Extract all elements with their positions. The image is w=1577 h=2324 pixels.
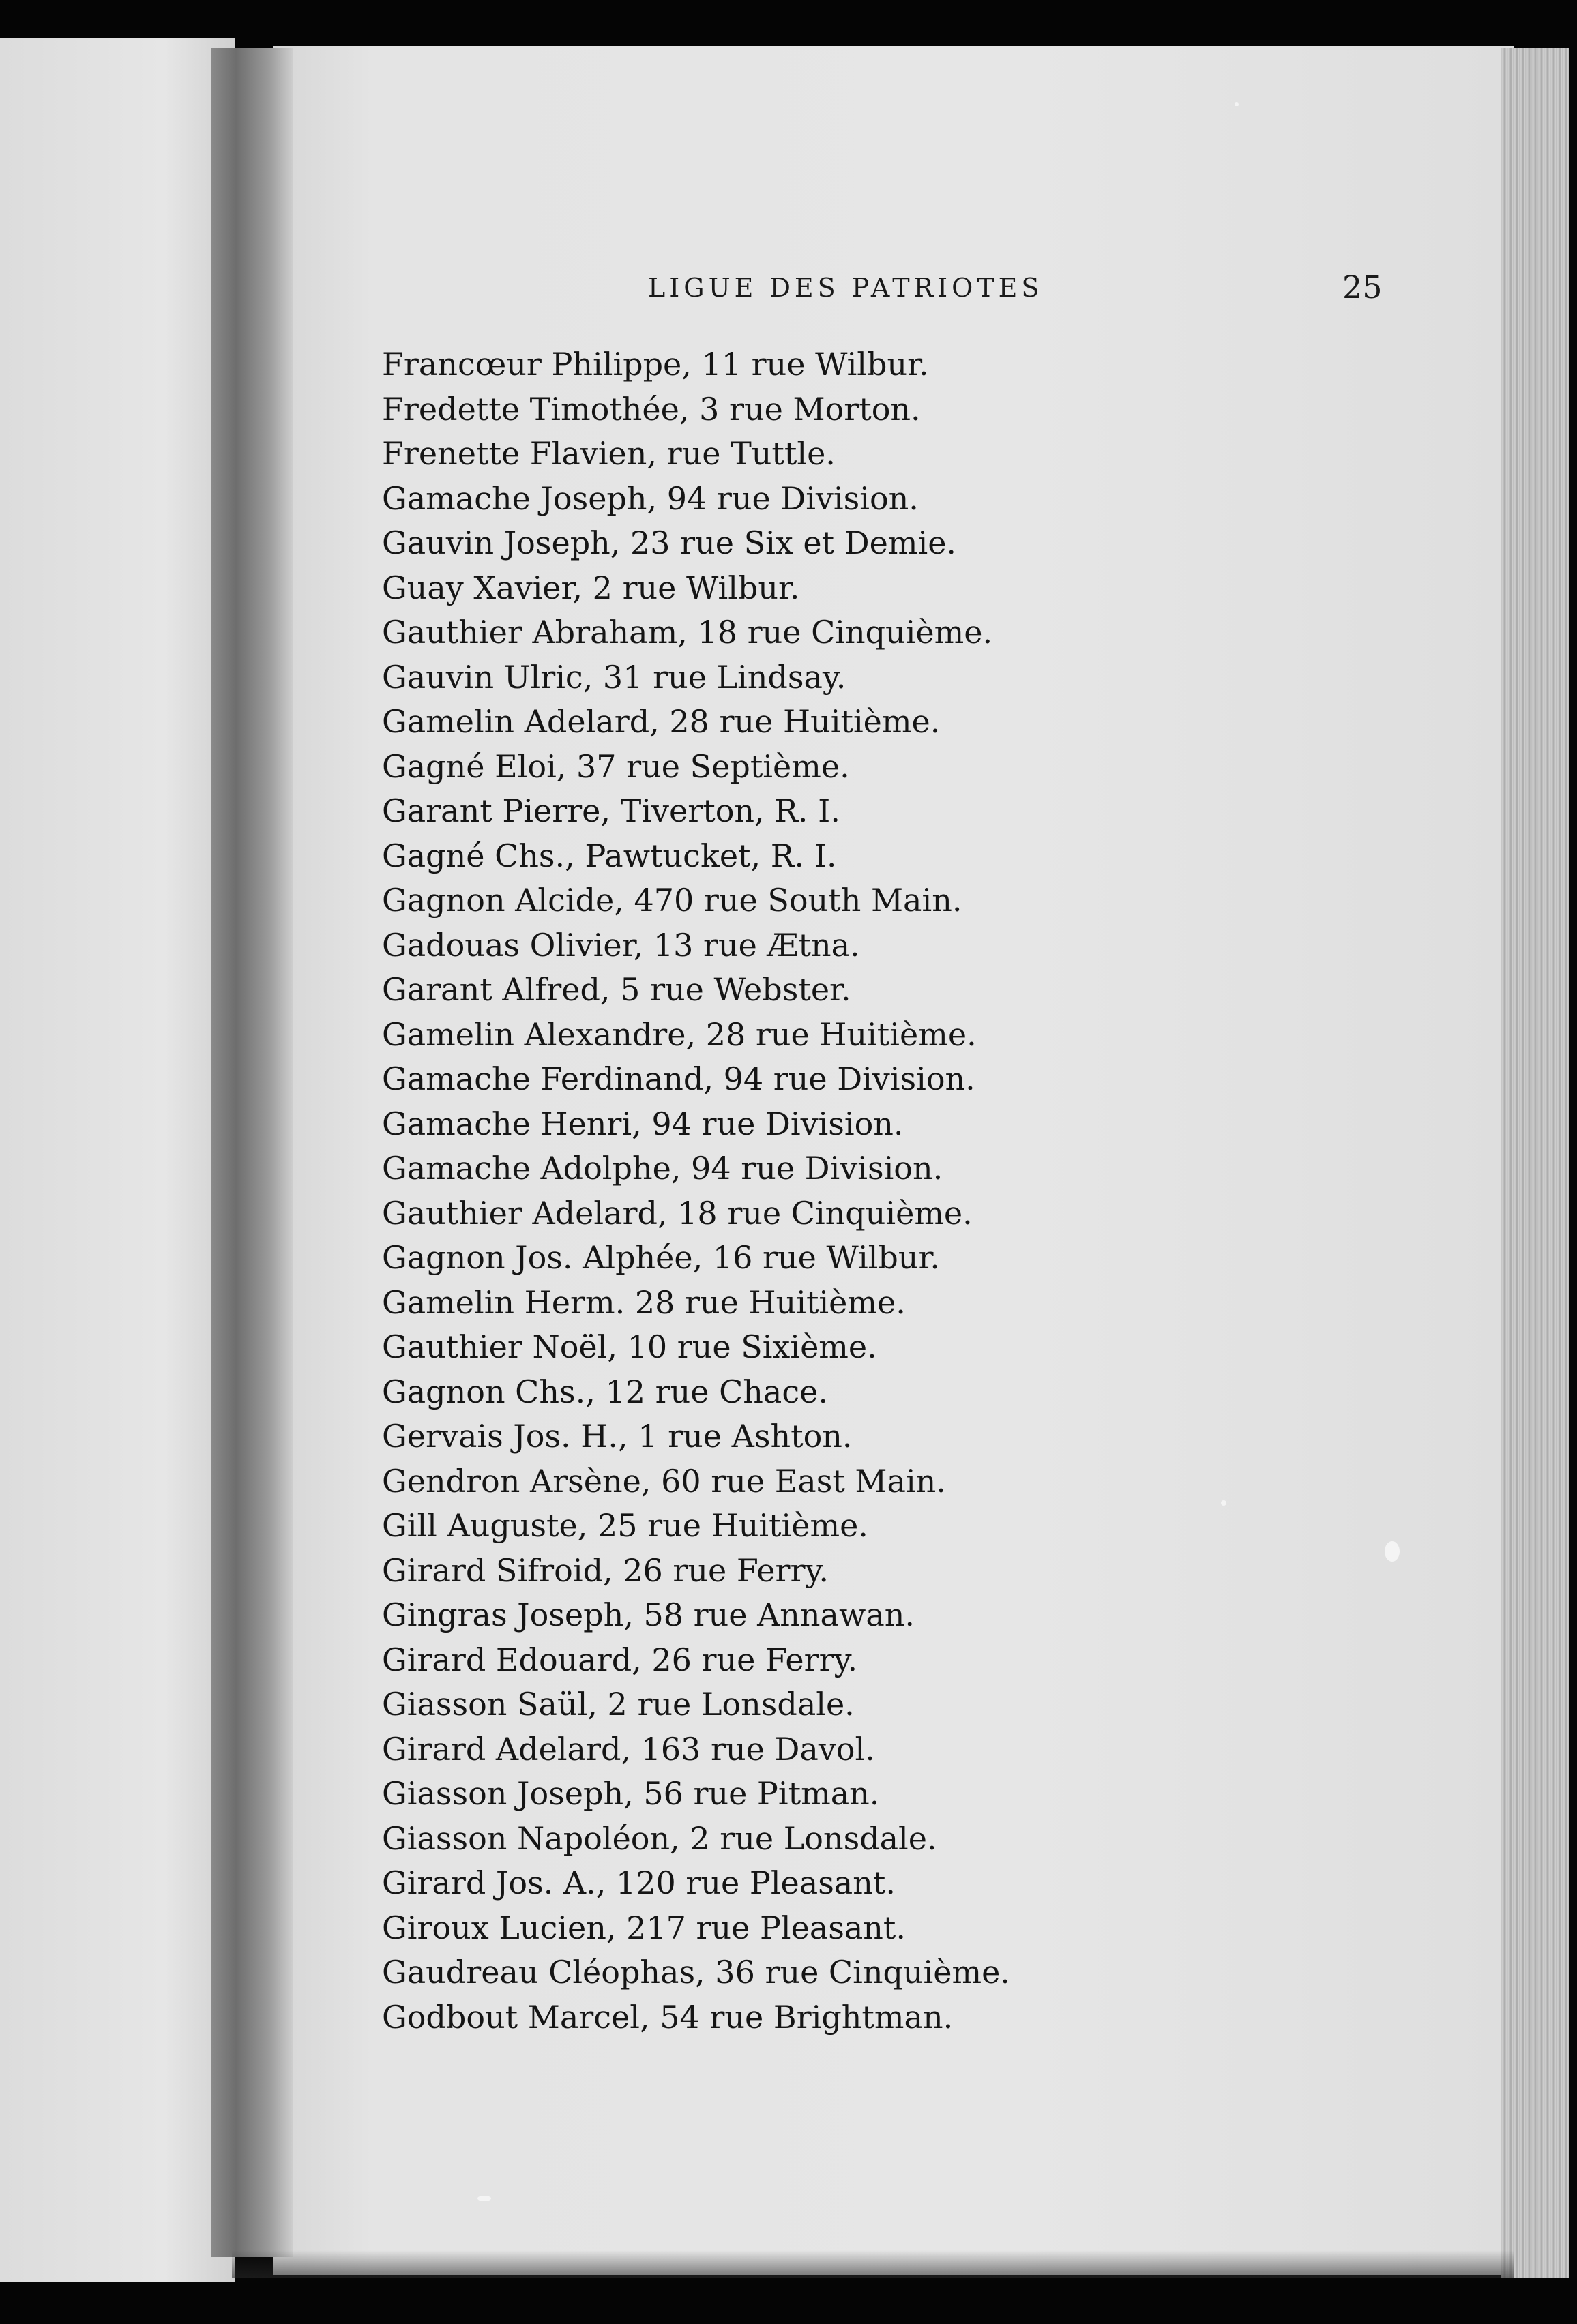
list-item: Gagnon Jos. Alphée, 16 rue Wilbur. xyxy=(382,1239,941,1276)
scan-speck xyxy=(1221,1500,1226,1506)
list-item: Giasson Saül, 2 rue Lonsdale. xyxy=(382,1686,855,1723)
scan-speck xyxy=(1235,102,1239,106)
list-item: Gingras Joseph, 58 rue Annawan. xyxy=(382,1596,915,1633)
list-item: Giroux Lucien, 217 rue Pleasant. xyxy=(382,1909,907,1946)
list-item: Garant Alfred, 5 rue Webster. xyxy=(382,971,851,1008)
list-item: Giasson Napoléon, 2 rue Lonsdale. xyxy=(382,1819,937,1857)
list-item: Gauthier Abraham, 18 rue Cinquième. xyxy=(382,614,993,651)
list-item: Gamache Henri, 94 rue Division. xyxy=(382,1105,904,1142)
list-item: Frenette Flavien, rue Tuttle. xyxy=(382,435,836,472)
list-item: Garant Pierre, Tiverton, R. I. xyxy=(382,792,840,829)
list-item: Gendron Arsène, 60 rue East Main. xyxy=(382,1462,946,1500)
page-edges xyxy=(1501,48,1569,2278)
member-list xyxy=(382,342,1010,2040)
list-item: Gadouas Olivier, 13 rue Ætna. xyxy=(382,926,860,964)
list-item: Gervais Jos. H., 1 rue Ashton. xyxy=(382,1418,853,1455)
list-item: Gagné Chs., Pawtucket, R. I. xyxy=(382,837,837,874)
list-item: Gamache Joseph, 94 rue Division. xyxy=(382,479,919,517)
list-item: Gaudreau Cléophas, 36 rue Cinquième. xyxy=(382,1954,1010,1991)
list-item: Girard Jos. A., 120 rue Pleasant. xyxy=(382,1864,896,1901)
list-item: Gamache Ferdinand, 94 rue Division. xyxy=(382,1060,975,1097)
list-item: Fredette Timothée, 3 rue Morton. xyxy=(382,390,921,428)
scan-speck xyxy=(1385,1541,1400,1562)
list-item: Gill Auguste, 25 rue Huitième. xyxy=(382,1507,868,1544)
list-item: Girard Adelard, 163 rue Davol. xyxy=(382,1730,875,1768)
list-item: Gamelin Alexandre, 28 rue Huitième. xyxy=(382,1015,977,1053)
list-item: Gamache Adolphe, 94 rue Division. xyxy=(382,1150,943,1187)
list-item: Guay Xavier, 2 rue Wilbur. xyxy=(382,569,800,606)
page-number: 25 xyxy=(1342,269,1383,306)
list-item: Gauthier Adelard, 18 rue Cinquième. xyxy=(382,1194,973,1232)
list-item: Francœur Philippe, 11 rue Wilbur. xyxy=(382,346,929,383)
list-item: Gagnon Chs., 12 rue Chace. xyxy=(382,1373,828,1410)
list-item: Godbout Marcel, 54 rue Brightman. xyxy=(382,1998,954,2036)
list-item: Gauvin Joseph, 23 rue Six et Demie. xyxy=(382,524,957,561)
list-item: Gauthier Noël, 10 rue Sixième. xyxy=(382,1328,877,1365)
list-item: Girard Sifroid, 26 rue Ferry. xyxy=(382,1551,829,1589)
list-item: Gagné Eloi, 37 rue Septième. xyxy=(382,747,850,785)
left-page xyxy=(0,38,235,2282)
running-header: LIGUE DES PATRIOTES xyxy=(648,273,1044,303)
bottom-shadow xyxy=(232,2250,1514,2278)
book-gutter xyxy=(211,48,293,2257)
scan-speck xyxy=(477,2196,491,2201)
list-item: Gauvin Ulric, 31 rue Lindsay. xyxy=(382,658,846,696)
list-item: Gamelin Herm. 28 rue Huitième. xyxy=(382,1283,906,1321)
list-item: Girard Edouard, 26 rue Ferry. xyxy=(382,1641,858,1678)
list-item: Gagnon Alcide, 470 rue South Main. xyxy=(382,882,962,919)
list-item: Gamelin Adelard, 28 rue Huitième. xyxy=(382,703,941,740)
list-item: Giasson Joseph, 56 rue Pitman. xyxy=(382,1775,880,1812)
